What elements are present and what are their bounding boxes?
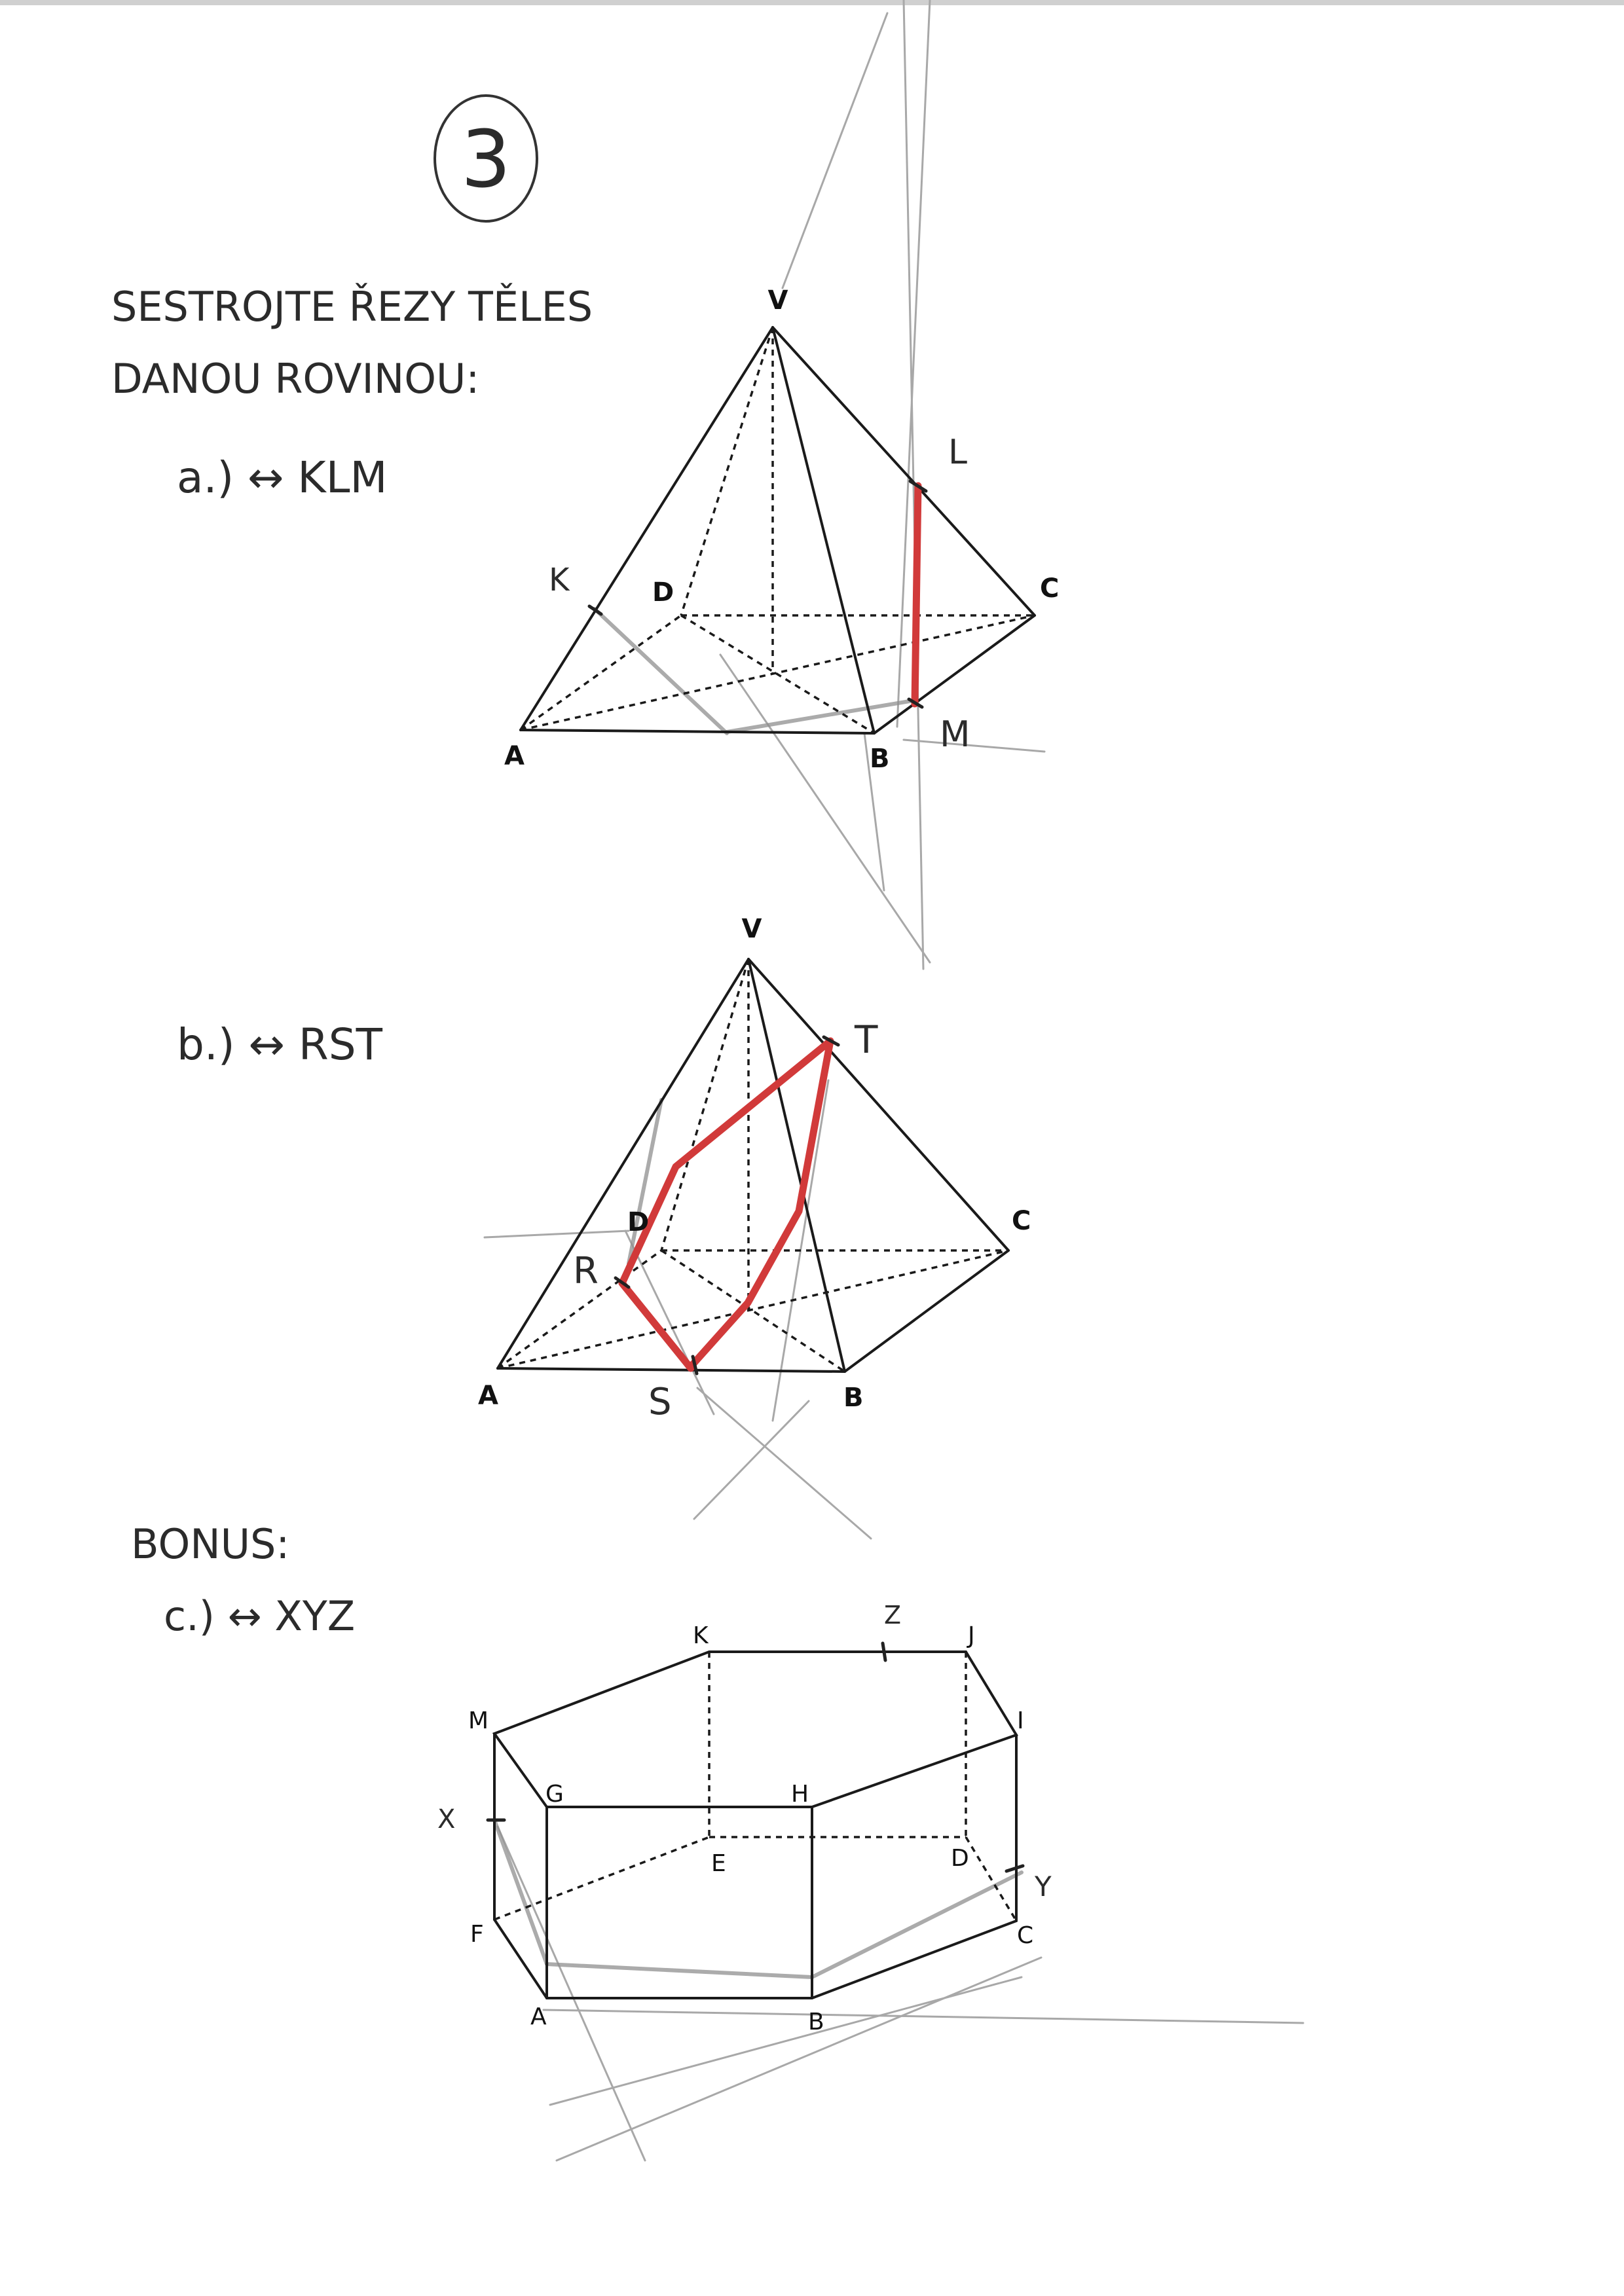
task-b-label: b.) ↔ RST xyxy=(177,1019,382,1070)
instruction-line-2: DANOU ROVINOU: xyxy=(111,355,480,403)
point-t-b: T xyxy=(855,1017,878,1062)
task-a-label: a.) ↔ KLM xyxy=(177,452,388,503)
vertex-b-c: B xyxy=(808,2009,824,2035)
vertex-m-c: M xyxy=(468,1707,489,1734)
point-y-c: Y xyxy=(1035,1870,1052,1903)
vertex-k-c: K xyxy=(693,1622,709,1649)
vertex-c-b: C xyxy=(1012,1206,1031,1236)
vertex-j-c: J xyxy=(968,1622,975,1649)
vertex-c-a: C xyxy=(1040,574,1060,604)
page-number: 3 xyxy=(460,115,511,206)
point-x-c: X xyxy=(437,1804,456,1834)
point-z-c: Z xyxy=(884,1601,902,1630)
bonus-label: BONUS: xyxy=(131,1520,290,1568)
task-c-label: c.) ↔ XYZ xyxy=(164,1592,356,1640)
vertex-d-c: D xyxy=(951,1845,969,1872)
vertex-a-c: A xyxy=(530,2003,547,2030)
vertex-d-a: D xyxy=(652,577,674,608)
vertex-v-b: V xyxy=(741,914,762,944)
vertex-h-c: H xyxy=(791,1781,809,1808)
vertex-c-c: C xyxy=(1017,1922,1034,1949)
point-k-a: K xyxy=(549,562,570,598)
point-s-b: S xyxy=(648,1381,672,1423)
point-m-a: M xyxy=(940,714,970,755)
vertex-g-c: G xyxy=(545,1781,564,1808)
vertex-b-a: B xyxy=(870,744,890,774)
vertex-a-b: A xyxy=(478,1381,498,1411)
vertex-d-b: D xyxy=(627,1207,650,1237)
vertex-a-a: A xyxy=(504,741,525,771)
vertex-e-c: E xyxy=(711,1850,726,1877)
point-l-a: L xyxy=(948,433,967,472)
vertex-b-b: B xyxy=(843,1383,864,1413)
vertex-v-a: V xyxy=(767,285,788,316)
vertex-f-c: F xyxy=(470,1921,484,1948)
vertex-i-c: I xyxy=(1017,1707,1024,1734)
instruction-line-1: SESTROJTE ŘEZY TĚLES xyxy=(111,283,593,331)
section-a-edge xyxy=(915,486,918,704)
point-r-b: R xyxy=(573,1250,599,1292)
